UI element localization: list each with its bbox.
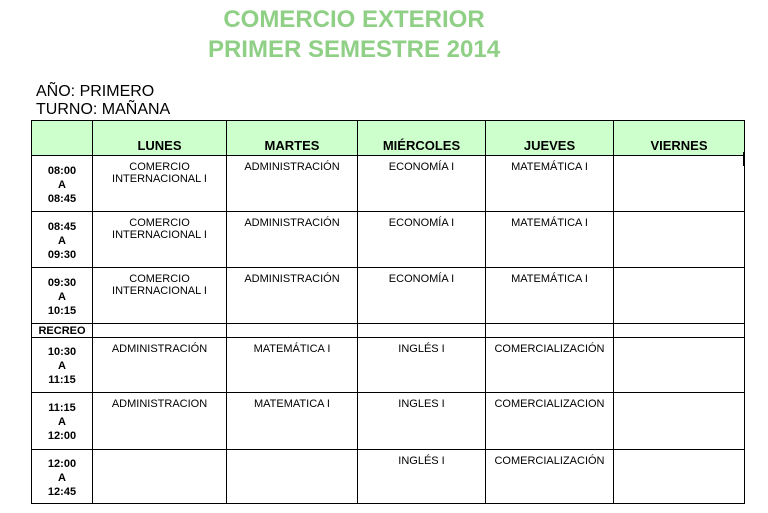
subject-cell: INGLÉS I: [358, 338, 486, 393]
recess-label: RECREO: [32, 324, 93, 338]
subject-cell: ADMINISTRACIÓN: [227, 268, 358, 324]
subject-cell: COMERCIO INTERNACIONAL I: [93, 156, 227, 212]
time-slot: 09:30 A 10:15: [32, 268, 93, 324]
day-header: MIÉRCOLES: [358, 121, 486, 156]
subject-cell: COMERCIALIZACION: [486, 393, 614, 450]
page-subtitle: PRIMER SEMESTRE 2014: [207, 36, 501, 63]
corner-cell: [32, 121, 93, 156]
subject-cell: ECONOMÍA I: [358, 212, 486, 268]
subject-cell: COMERCIO INTERNACIONAL I: [93, 268, 227, 324]
table-row: [32, 450, 745, 504]
subject-cell: ADMINISTRACIÓN: [227, 212, 358, 268]
table-row: [32, 338, 745, 393]
subject-cell: [614, 450, 745, 504]
time-slot: 10:30 A 11:15: [32, 338, 93, 393]
subject-cell: ECONOMÍA I: [358, 156, 486, 212]
time-slot: 08:45 A 09:30: [32, 212, 93, 268]
time-slot: 12:00 A 12:45: [32, 450, 93, 504]
subject-cell: MATEMÁTICA I: [486, 156, 614, 212]
subject-cell: ADMINISTRACION: [93, 393, 227, 450]
time-slot: 11:15 A 12:00: [32, 393, 93, 450]
table-row: [32, 268, 745, 324]
subject-cell: MATEMÁTICA I: [227, 338, 358, 393]
subject-cell: INGLÉS I: [358, 450, 486, 504]
subject-cell: MATEMÁTICA I: [486, 268, 614, 324]
table-row: [32, 393, 745, 450]
table-row: [32, 212, 745, 268]
year-label: AÑO: PRIMERO: [36, 83, 155, 100]
shift-label: TURNO: MAÑANA: [36, 101, 171, 118]
day-header: JUEVES: [486, 121, 614, 156]
subject-cell: COMERCIO INTERNACIONAL I: [93, 212, 227, 268]
table-row: [32, 156, 745, 212]
subject-cell: MATEMÁTICA I: [486, 212, 614, 268]
subject-cell: ECONOMÍA I: [358, 268, 486, 324]
subject-cell: [614, 393, 745, 450]
subject-cell: ADMINISTRACIÓN: [227, 156, 358, 212]
subject-cell: COMERCIALIZACIÓN: [486, 450, 614, 504]
recess-row: [32, 324, 745, 338]
subject-cell: [614, 338, 745, 393]
schedule-table: [31, 120, 745, 504]
subject-cell: [614, 212, 745, 268]
subject-cell: INGLES I: [358, 393, 486, 450]
header-row: [32, 121, 745, 156]
subject-cell: [227, 450, 358, 504]
border-artifact: [743, 152, 745, 166]
day-header: MARTES: [227, 121, 358, 156]
day-header: LUNES: [93, 121, 227, 156]
page-title: COMERCIO EXTERIOR: [223, 6, 485, 33]
subject-cell: [614, 156, 745, 212]
day-header: VIERNES: [614, 121, 745, 156]
subject-cell: [614, 268, 745, 324]
subject-cell: [93, 450, 227, 504]
subject-cell: MATEMATICA I: [227, 393, 358, 450]
time-slot: 08:00 A 08:45: [32, 156, 93, 212]
subject-cell: COMERCIALIZACIÓN: [486, 338, 614, 393]
subject-cell: ADMINISTRACIÓN: [93, 338, 227, 393]
